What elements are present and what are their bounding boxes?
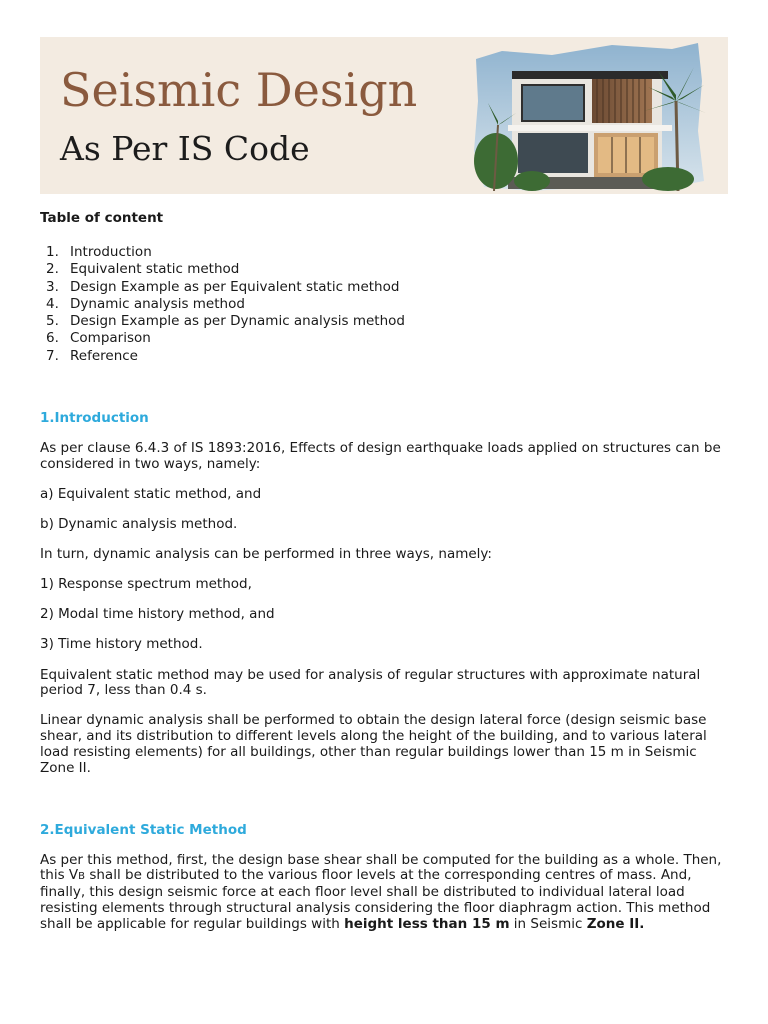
intro-paragraph: Linear dynamic analysis shall be performed to obtain the design lateral force (design seismic base shear, and its distribution to different levels along the height of the building, and to various lateral load resisting elements) for all buildings, other than regular buildings lower than 15 m in Seismic Zone II. [40,712,707,776]
toc-item-label: Comparison [70,330,151,347]
intro-paragraph: As per clause 6.4.3 of IS 1893:2016, Effects of design earthquake loads applied on structures can be considered in two ways, namely: [40,440,721,472]
toc-item-label: Dynamic analysis method [70,295,245,312]
toc-item[interactable] [40,244,730,261]
toc-item[interactable] [40,296,730,313]
toc-item-number: 4. [46,295,59,312]
toc-item[interactable] [40,261,730,278]
toc-item-label: Equivalent static method [70,261,240,278]
toc-item[interactable] [40,279,730,296]
toc-item-label: Design Example as per Equivalent static method [70,278,400,295]
document-title: Seismic Design [60,63,418,117]
toc-item[interactable] [40,348,730,365]
toc-item-number: 5. [46,313,59,330]
esm-text: shall be distributed to the various floor levels at the corresponding centres of mass. And, finally, this design seismic force at each floor level shall be distributed to individual lateral load resisting elements through structural analysis considering the floor diaphragm action. This method shall be applicable for regular buildings with [40,867,711,932]
document-subtitle: As Per IS Code [60,129,310,168]
toc-item-number: 1. [46,244,59,260]
toc-item-number: 3. [46,278,59,295]
intro-paragraph: a) Equivalent static method, and [40,485,262,502]
intro-paragraph: 2) Modal time history method, and [40,606,275,623]
esm-subscript: B [78,871,86,883]
toc-list [40,244,730,365]
intro-paragraph: 3) Time history method. [40,636,203,653]
esm-text: in Seismic [509,915,587,932]
equivalent-static-method-heading: 2.Equivalent Static Method [40,821,247,838]
toc-heading: Table of content [40,210,164,226]
intro-paragraph: Equivalent static method may be used for analysis of regular structures with approximate natural period 7, less than 0.4 s. [40,666,701,699]
toc-item[interactable] [40,330,730,347]
header-banner [40,37,728,194]
introduction-heading: 1.Introduction [40,410,149,427]
intro-paragraph: b) Dynamic analysis method. [40,516,238,533]
toc-item-number: 6. [46,330,59,347]
toc-item-label: Design Example as per Dynamic analysis method [70,313,405,330]
esm-bold-text: height less than 15 m [344,915,510,932]
intro-paragraph: 1) Response spectrum method, [40,576,252,593]
toc-item-number: 2. [46,261,59,278]
toc-item-label: Reference [70,347,138,364]
intro-paragraph: In turn, dynamic analysis can be performed in three ways, namely: [40,546,492,563]
document-body [40,209,730,933]
esm-text: As per this method, first, the design base shear shall be computed for the building as a whole. Then, this V [40,851,722,884]
esm-bold-text: Zone II. [586,915,645,932]
esm-paragraph [40,853,730,933]
toc-item-label: Introduction [70,244,152,260]
modern-house-image [472,41,706,193]
toc-item-number: 7. [46,347,59,364]
toc-item[interactable] [40,313,730,330]
